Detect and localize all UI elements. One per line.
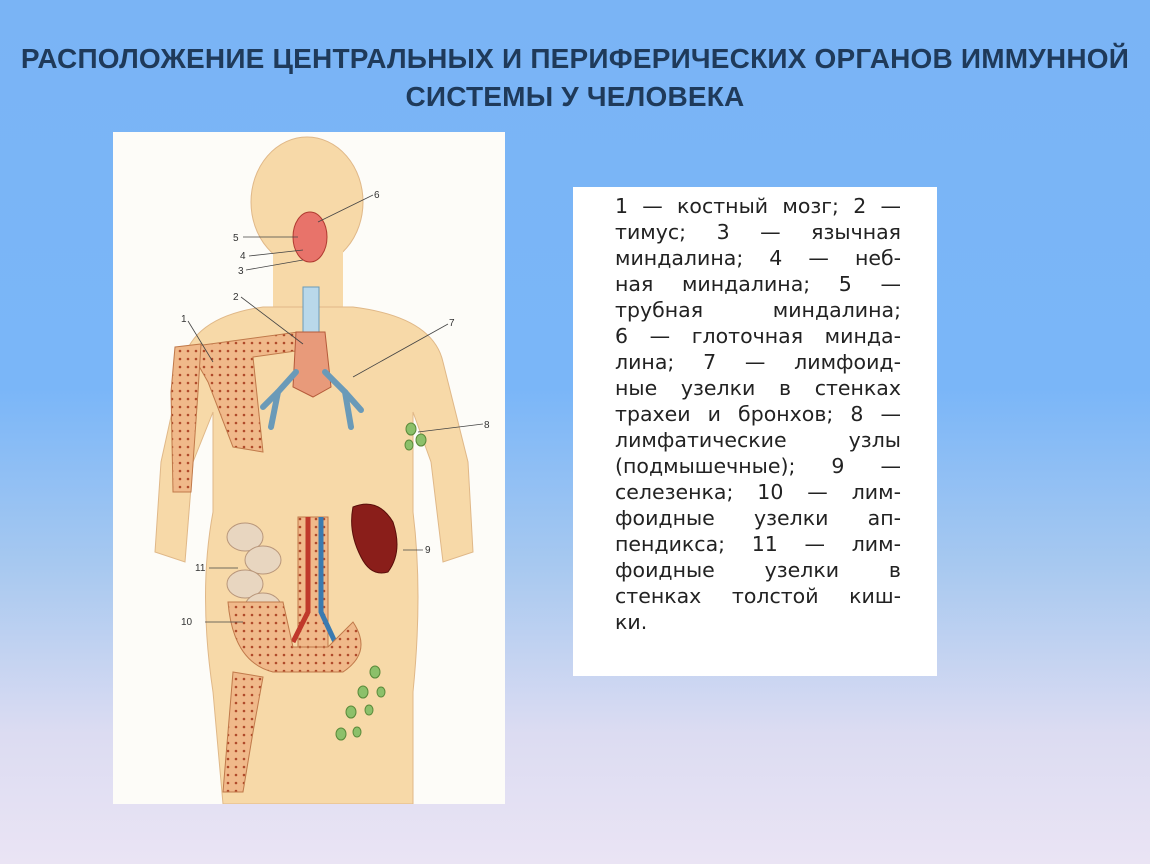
legend-line: фоидные узелки ап-	[615, 506, 901, 530]
legend-line: (подмышечные); 9 —	[615, 454, 901, 478]
legend-line: ки.	[615, 610, 648, 634]
figure-label-6: 6	[374, 190, 380, 201]
legend-line: трахеи и бронхов; 8 —	[615, 402, 901, 426]
legend-line: селезенка; 10 — лим-	[615, 480, 901, 504]
legend-text	[615, 193, 901, 635]
legend-line: трубная миндалина;	[615, 298, 901, 322]
figure-label-3: 3	[238, 266, 244, 277]
figure-label-8: 8	[484, 420, 490, 431]
humerus-bone	[171, 344, 201, 492]
legend-line: ные узелки в стенках	[615, 376, 901, 400]
legend-line: 6 — глоточная минда-	[615, 324, 901, 348]
figure-label-4: 4	[240, 251, 246, 262]
figure-label-2: 2	[233, 292, 239, 303]
legend-line: лина; 7 — лимфоид-	[615, 350, 901, 374]
legend-line: миндалина; 4 — неб-	[615, 246, 901, 270]
legend-line: ная миндалина; 5 —	[615, 272, 901, 296]
figure-label-7: 7	[449, 318, 455, 329]
figure-label-9: 9	[425, 545, 431, 556]
pharynx	[293, 212, 327, 262]
figure-label-5: 5	[233, 233, 239, 244]
thymus	[293, 332, 331, 397]
legend-box	[573, 187, 937, 676]
legend-line: 1 — костный мозг; 2 —	[615, 194, 901, 218]
legend-line: тимус; 3 — язычная	[615, 220, 901, 244]
figure-label-1: 1	[181, 314, 187, 325]
legend-line: фоидные узелки в	[615, 558, 901, 582]
slide-title-line-2: СИСТЕМЫ У ЧЕЛОВЕКА	[405, 81, 745, 112]
immune-system-diagram	[113, 132, 505, 804]
anatomy-figure	[113, 132, 505, 804]
slide-title-line-1: РАСПОЛОЖЕНИЕ ЦЕНТРАЛЬНЫХ И ПЕРИФЕРИЧЕСКИХ ОРГАНОВ ИММУННОЙ	[20, 43, 1130, 74]
figure-label-11: 11	[195, 563, 206, 574]
legend-line: пендикса; 11 — лим-	[615, 532, 901, 556]
legend-line: стенках толстой киш-	[615, 584, 901, 608]
slide-title	[0, 40, 1150, 116]
legend-line: лимфатические узлы	[615, 428, 901, 452]
figure-label-10: 10	[181, 617, 193, 628]
